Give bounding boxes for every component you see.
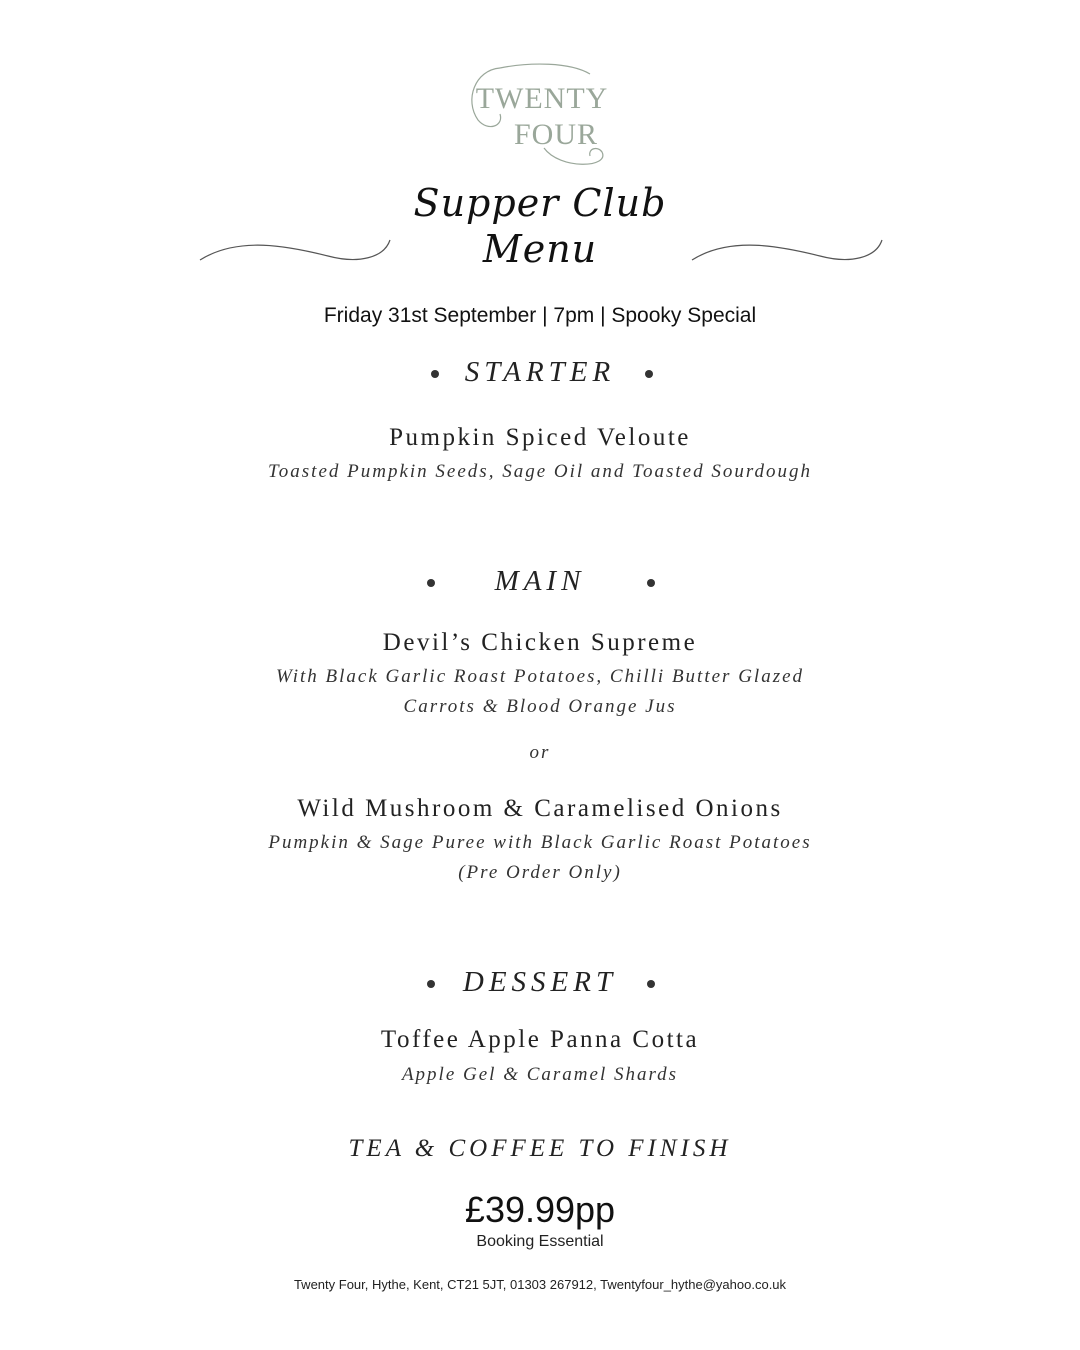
event-subtitle: Friday 31st September | 7pm | Spooky Special <box>323 304 757 327</box>
or-separator: or <box>529 742 551 763</box>
starter-description: Toasted Pumpkin Seeds, Sage Oil and Toasted Sourdough <box>267 461 813 482</box>
booking-note: Booking Essential <box>476 1233 604 1250</box>
dessert-dish: Toffee Apple Panna Cotta <box>380 1026 700 1053</box>
twenty-four-logo <box>460 60 620 172</box>
logo-line-1: TWENTY <box>475 82 609 115</box>
menu-title <box>0 180 1080 272</box>
main-dish-1: Devil’s Chicken Supreme <box>382 629 698 656</box>
description-line: (Pre Order Only) <box>458 862 622 883</box>
main-dish-2: Wild Mushroom & Caramelised Onions <box>297 795 783 822</box>
main-heading: MAIN <box>494 565 586 597</box>
left-swash-ornament <box>198 232 394 266</box>
dessert-description: Apple Gel & Caramel Shards <box>401 1064 679 1085</box>
starter-dish: Pumpkin Spiced Veloute <box>389 424 691 451</box>
dessert-heading: DESSERT <box>462 966 618 998</box>
main-dish-2-description <box>0 828 1080 888</box>
title-line-2: Menu <box>482 227 598 271</box>
tea-coffee-finish: TEA & COFFEE TO FINISH <box>348 1135 732 1162</box>
right-swash-ornament <box>690 232 886 266</box>
title-line-1: Supper Club <box>413 181 667 225</box>
logo-line-2: FOUR <box>513 118 599 151</box>
starter-heading: STARTER <box>464 356 616 388</box>
price: £39.99pp <box>464 1189 616 1230</box>
footer-contact: Twenty Four, Hythe, Kent, CT21 5JT, 01303 267912, Twentyfour_hythe@yahoo.co.uk <box>293 1277 787 1292</box>
description-line: Carrots & Blood Orange Jus <box>403 696 677 717</box>
main-dish-1-description <box>0 662 1080 722</box>
description-line: With Black Garlic Roast Potatoes, Chilli Butter Glazed <box>275 666 805 687</box>
description-line: Pumpkin & Sage Puree with Black Garlic Roast Potatoes <box>268 832 812 853</box>
